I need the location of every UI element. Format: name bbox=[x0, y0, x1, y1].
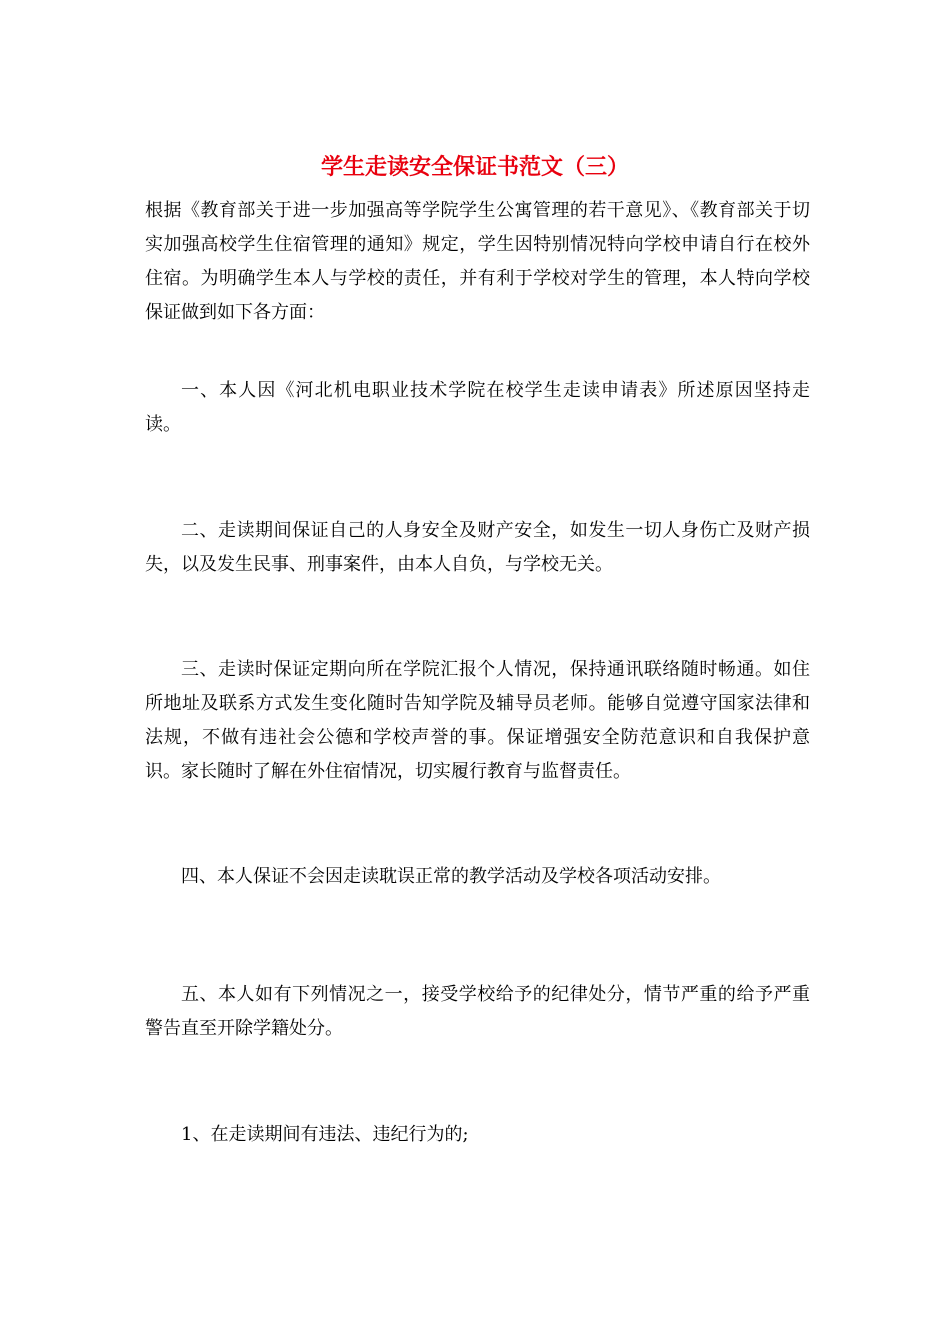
clause-3-paragraph: 三、走读时保证定期向所在学院汇报个人情况，保持通讯联络随时畅通。如住所地址及联系方式发生变化随时告知学院及辅导员老师。能够自觉遵守国家法律和法规，不做有违社会公德和学校声誉的事。保证增强安全防范意识和自我保护意识。家长随时了解在外住宿情况，切实履行教育与监督责任。 bbox=[145, 659, 810, 782]
clause-5-paragraph: 五、本人如有下列情况之一，接受学校给予的纪律处分，情节严重的给予严重警告直至开除学籍处分。 bbox=[145, 984, 810, 1039]
clause-2-paragraph: 二、走读期间保证自己的人身安全及财产安全，如发生一切人身伤亡及财产损失，以及发生民事、刑事案件，由本人自负，与学校无关。 bbox=[145, 520, 810, 575]
clause-1-paragraph: 一、本人因《河北机电职业技术学院在校学生走读申请表》所述原因坚持走读。 bbox=[145, 380, 810, 435]
document-title: 学生走读安全保证书范文（三） bbox=[320, 154, 629, 180]
clause-4-paragraph: 四、本人保证不会因走读耽误正常的教学活动及学校各项活动安排。 bbox=[181, 866, 721, 887]
sub-clause-1-paragraph: 1、在走读期间有违法、违纪行为的; bbox=[181, 1124, 469, 1145]
intro-paragraph: 根据《教育部关于进一步加强高等学院学生公寓管理的若干意见》、《教育部关于切实加强高校学生住宿管理的通知》规定，学生因特别情况特向学校申请自行在校外住宿。为明确学生本人与学校的责任，并有利于学校对学生的管理，本人特向学校保证做到如下各方面： bbox=[145, 200, 810, 323]
